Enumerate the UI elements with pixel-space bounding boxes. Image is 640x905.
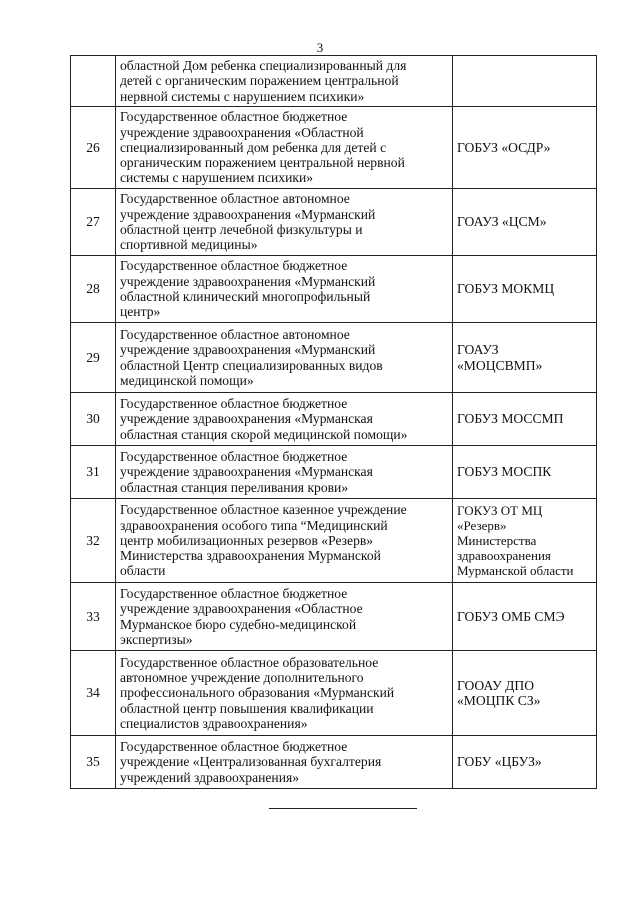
footer-divider [269,808,417,809]
institution-abbreviation: ГОБУ «ЦБУЗ» [453,736,597,789]
institution-name: Государственное областное автономное учреждение здравоохранения «Мурманский областной центр лечебной физкультуры и спортивной медицины» [116,189,453,256]
table-row [71,651,597,736]
row-number: 32 [71,499,116,583]
table-row [71,323,597,393]
institution-name: Государственное областное бюджетное учреждение здравоохранения «Мурманская областная станция скорой медицинской помощи» [116,393,453,446]
institution-name: Государственное областное бюджетное учреждение здравоохранения «Областное Мурманское бюро судебно-медицинской экспертизы» [116,583,453,651]
institution-abbreviation: ГОАУЗ «ЦСМ» [453,189,597,256]
table-row [71,189,597,256]
institution-abbreviation: ГОБУЗ МОКМЦ [453,256,597,323]
table-row [71,736,597,789]
institution-name: Государственное областное образовательное автономное учреждение дополнительного профессионального образования «Мурманский областной центр повышения квалификации специалистов здравоохранения» [116,651,453,736]
institution-name: Государственное областное казенное учреждение здравоохранения особого типа “Медицинский центр мобилизационных резервов «Резерв» Министерства здравоохранения Мурманской области [116,499,453,583]
row-number: 33 [71,583,116,651]
row-number: 29 [71,323,116,393]
institution-abbreviation: ГОБУЗ МОСПК [453,446,597,499]
institution-name: Государственное областное бюджетное учреждение «Централизованная бухгалтерия учреждений здравоохранения» [116,736,453,789]
institution-abbreviation: ГОКУЗ ОТ МЦ «Резерв» Министерства здравоохранения Мурманской области [453,499,597,583]
row-number: 28 [71,256,116,323]
table-row [71,499,597,583]
table-row [71,256,597,323]
row-number [71,56,116,107]
table-row [71,393,597,446]
table-row [71,583,597,651]
table-row [71,56,597,107]
row-number: 27 [71,189,116,256]
row-number: 34 [71,651,116,736]
institutions-table [70,55,597,789]
institution-abbreviation: ГОАУЗ «МОЦСВМП» [453,323,597,393]
row-number: 30 [71,393,116,446]
table-row [71,107,597,189]
institution-name: Государственное областное автономное учреждение здравоохранения «Мурманский областной Центр специализированных видов медицинской помощи» [116,323,453,393]
page-number: 3 [316,40,324,55]
institution-abbreviation: ГООАУ ДПО «МОЦПК СЗ» [453,651,597,736]
table-row [71,446,597,499]
institution-abbreviation: ГОБУЗ ОМБ СМЭ [453,583,597,651]
row-number: 31 [71,446,116,499]
institution-name: областной Дом ребенка специализированный для детей с органическим поражением центральной нервной системы с нарушением психики» [116,56,453,107]
institution-name: Государственное областное бюджетное учреждение здравоохранения «Мурманский областной клинический многопрофильный центр» [116,256,453,323]
row-number: 35 [71,736,116,789]
row-number: 26 [71,107,116,189]
institution-abbreviation: ГОБУЗ МОССМП [453,393,597,446]
institution-name: Государственное областное бюджетное учреждение здравоохранения «Областной специализированный дом ребенка для детей с органическим поражением центральной нервной системы с нарушением психики» [116,107,453,189]
institution-abbreviation: ГОБУЗ «ОСДР» [453,107,597,189]
institution-abbreviation [453,56,597,107]
institution-name: Государственное областное бюджетное учреждение здравоохранения «Мурманская областная станция переливания крови» [116,446,453,499]
